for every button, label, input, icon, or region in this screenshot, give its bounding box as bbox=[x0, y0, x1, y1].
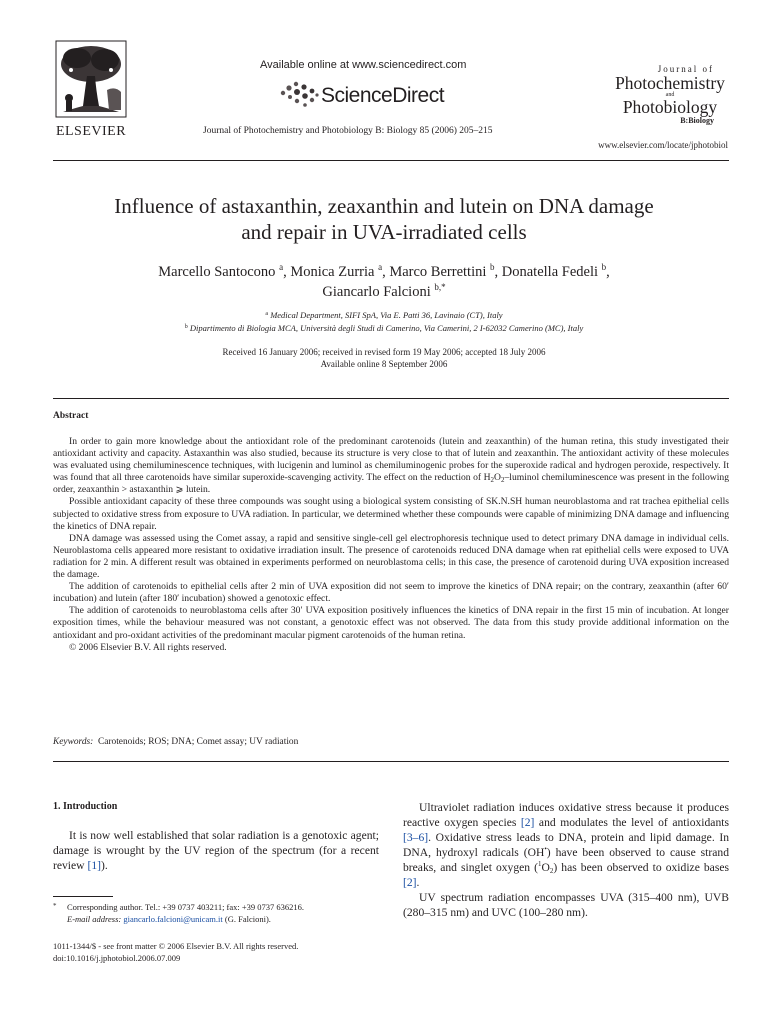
affiliation-text: Dipartimento di Biologia MCA, Università degli Studi di Camerino, Via Camerini, 2 I-62032 Camerino (MC), Italy bbox=[189, 323, 584, 333]
intro-text: and modulates the level of antioxidants bbox=[534, 816, 729, 829]
abstract-body bbox=[53, 436, 729, 654]
keywords-line bbox=[53, 737, 729, 747]
header-divider bbox=[53, 160, 729, 161]
intro-paragraph: UV spectrum radiation encompasses UVA (315–400 nm), UVB (280–315 nm) and UVC (100–280 nm). bbox=[403, 891, 729, 919]
affiliation-text: Medical Department, SIFI SpA, Via E. Patti 36, Lavinaio (CT), Italy bbox=[270, 310, 503, 320]
abstract-paragraph: The addition of carotenoids to epithelial cells after 2 min of UVA exposition did not seem to improve the kinetics of DNA repair; on the contrary, zeaxanthin (after 60′ incubation) and lutein (after 180′ incubation) showed a genotoxic effect. bbox=[53, 581, 729, 605]
affiliation-a bbox=[60, 309, 708, 322]
sciencedirect-wordmark: ScienceDirect bbox=[321, 84, 445, 107]
journal-logo bbox=[612, 64, 728, 134]
intro-text: ) have been observed to cause strand breaks, and singlet oxygen ( bbox=[403, 846, 729, 874]
abstract-top-divider bbox=[53, 398, 729, 399]
author-list bbox=[60, 262, 708, 302]
author-affil-mark[interactable]: b bbox=[490, 262, 495, 272]
subscript: 2 bbox=[549, 867, 554, 875]
footnote-divider bbox=[53, 896, 113, 897]
author-name[interactable]: Donatella Fedeli bbox=[501, 264, 598, 280]
abstract-text: –luminol chemiluminescence was present in the following order, zeaxanthin > astaxanthin ⩾ lutein. bbox=[53, 472, 729, 496]
author-name[interactable]: Giancarlo Falcioni bbox=[322, 284, 431, 300]
title-line-2: and repair in UVA-irradiated cells bbox=[241, 220, 527, 244]
publisher-name: ELSEVIER bbox=[55, 124, 127, 139]
intro-text: . bbox=[416, 876, 420, 889]
copyright-line: © 2006 Elsevier B.V. All rights reserved. bbox=[69, 641, 227, 653]
right-column bbox=[403, 800, 729, 920]
author-separator: , bbox=[283, 264, 291, 280]
right-column-text bbox=[403, 800, 729, 920]
elsevier-tree-icon bbox=[55, 40, 127, 118]
footnote-text: Corresponding author. Tel.: +39 0737 403211; fax: +39 0737 636216. bbox=[67, 902, 305, 912]
abstract-paragraph: Possible antioxidant capacity of these three compounds was sought using a biological system consisting of SK.N.SH human neuroblastoma and rat trachea epithelial cells subjected to oxidative stress from exposure to UVA radiation. In particular, we determined whether these compounds were capable of minimizing DNA damage and influencing the kinetics of DNA repair. bbox=[53, 496, 729, 532]
journal-citation: Journal of Photochemistry and Photobiology B: Biology 85 (2006) 205–215 bbox=[203, 126, 493, 136]
reference-link[interactable]: [1] bbox=[87, 859, 101, 872]
abstract-text: O bbox=[494, 472, 501, 484]
author-affil-mark[interactable]: b bbox=[601, 262, 607, 272]
subscript: 2 bbox=[500, 476, 505, 485]
affiliations bbox=[60, 309, 708, 335]
article-title bbox=[60, 193, 708, 245]
abstract-heading: Abstract bbox=[53, 411, 89, 421]
reference-link[interactable]: [3–6] bbox=[403, 831, 429, 844]
author-name[interactable]: Marco Berrettini bbox=[389, 264, 487, 280]
intro-text: . Oxidative stress leads to DNA, protein and lipid damage. In DNA, hydroxyl radicals (OH bbox=[403, 831, 729, 859]
abstract-paragraph: DNA damage was assessed using the Comet assay, a rapid and sensitive single-cell gel electrophoresis technique used to detect primary DNA damage in individual cells. Neuroblastoma cells appeared more resistant to oxidative irradiation insult. The presence of carotenoids reduced DNA damage when rat epithelial cells were exposed to UVA radiation for 2 min. A different result was obtained in experiments performed on neuroblastoma cells; in this case, the presence of carotenoid during UVA exposition increased the damage. bbox=[53, 532, 729, 581]
abstract-text: In order to gain more knowledge about the antioxidant role of the predominant carotenoids (lutein and zeaxanthin) of the human retina, this study investigated their antioxidant activity and capacity. Astaxanthin was also studied, because its structure is very close to that of lutein and zeaxanthin. The antioxidant activity of these molecules was evaluated using chemiluminescence techniques, with lucigenin and luminol as chemiluminogenic probes for the superoxide radical and hydrogen peroxide, respectively. It was found that all three carotenoids have similar superoxide-scavenging activity. The effect on the reduction of H bbox=[53, 436, 729, 484]
author-affil-mark[interactable]: b,* bbox=[434, 282, 446, 292]
reference-link[interactable]: [2] bbox=[403, 876, 417, 889]
corresponding-author-footnote bbox=[53, 900, 379, 925]
abstract-paragraph: The addition of carotenoids to neuroblastoma cells after 30′ UVA exposition positively influences the kinetics of DNA repair in the first 15 min of incubation. At longer exposition times, while the behaviour measured was not constant, a genotoxic effect was not observed. The data from this study provide additional information on the antioxidant and pro-oxidant activities of the predominant macular pigment carotenoids of the human retina. bbox=[53, 605, 729, 641]
section-heading-introduction: 1. Introduction bbox=[53, 801, 118, 812]
author-name[interactable]: Monica Zurria bbox=[290, 264, 375, 280]
journal-logo-photochemistry: Photochemistry bbox=[615, 73, 725, 93]
radical-dot: • bbox=[544, 845, 547, 853]
intro-text: It is now well established that solar radiation is a genotoxic agent; damage is wrought by the UV region of the spectrum (for a recent review bbox=[53, 829, 379, 872]
journal-logo-journal-of: Journal of bbox=[657, 64, 714, 74]
intro-text: ). bbox=[100, 859, 108, 872]
email-link[interactable]: giancarlo.falcioni@unicam.it bbox=[123, 914, 223, 924]
author-separator: , bbox=[606, 264, 610, 280]
superscript: 1 bbox=[538, 860, 542, 868]
reference-link[interactable]: [2] bbox=[520, 816, 535, 829]
intro-text: Ultraviolet radiation induces oxidative stress because it produces reactive oxygen species bbox=[403, 801, 729, 829]
footnote-email bbox=[53, 913, 379, 925]
affiliation-mark: b bbox=[184, 324, 188, 330]
author-affil-mark[interactable]: a bbox=[378, 262, 383, 272]
author-separator: , bbox=[382, 264, 390, 280]
journal-logo-photobiology: Photobiology bbox=[622, 97, 718, 117]
author-affil-mark[interactable]: a bbox=[279, 262, 284, 272]
doi-line[interactable]: doi:10.1016/j.jphotobiol.2006.07.009 bbox=[53, 953, 181, 963]
footnote-corresponding bbox=[53, 900, 379, 913]
subscript: 2 bbox=[490, 476, 495, 485]
footnote-text: (G. Falcioni). bbox=[222, 914, 271, 924]
affiliation-mark: a bbox=[265, 311, 269, 317]
abstract-bottom-divider bbox=[53, 761, 729, 762]
keywords-label: Keywords: bbox=[53, 737, 94, 747]
author-name[interactable]: Marcello Santocono bbox=[158, 264, 276, 280]
received-dates: Received 16 January 2006; received in revised form 19 May 2006; accepted 18 July 2006 bbox=[222, 347, 546, 357]
front-matter bbox=[53, 940, 383, 964]
abstract-paragraph bbox=[53, 436, 729, 496]
issn-line: 1011-1344/$ - see front matter © 2006 Elsevier B.V. All rights reserved. bbox=[53, 941, 299, 951]
available-online-date: Available online 8 September 2006 bbox=[320, 359, 448, 369]
article-dates bbox=[60, 346, 708, 370]
intro-text: O bbox=[541, 861, 550, 874]
sciencedirect-dots-icon bbox=[279, 79, 319, 109]
keywords-list: Carotenoids; ROS; DNA; Comet assay; UV radiation bbox=[97, 737, 299, 747]
sciencedirect-logo[interactable] bbox=[279, 79, 479, 109]
intro-paragraph bbox=[403, 800, 729, 890]
footnote-star: * bbox=[53, 902, 57, 910]
affiliation-b bbox=[60, 322, 708, 335]
intro-text: ) has been observed to oxidize bases bbox=[553, 861, 729, 874]
author-separator: , bbox=[494, 264, 502, 280]
journal-url-link[interactable]: www.elsevier.com/locate/jphotobiol bbox=[598, 140, 728, 150]
elsevier-logo bbox=[53, 40, 129, 140]
title-line-1: Influence of astaxanthin, zeaxanthin and lutein on DNA damage bbox=[114, 194, 654, 218]
journal-logo-and: and bbox=[665, 92, 675, 98]
intro-paragraph bbox=[53, 828, 379, 873]
available-online-text[interactable]: Available online at www.sciencedirect.com bbox=[260, 59, 467, 71]
left-column bbox=[53, 800, 379, 873]
journal-logo-series: B:Biology bbox=[680, 116, 714, 125]
email-label: E-mail address: bbox=[67, 914, 122, 924]
